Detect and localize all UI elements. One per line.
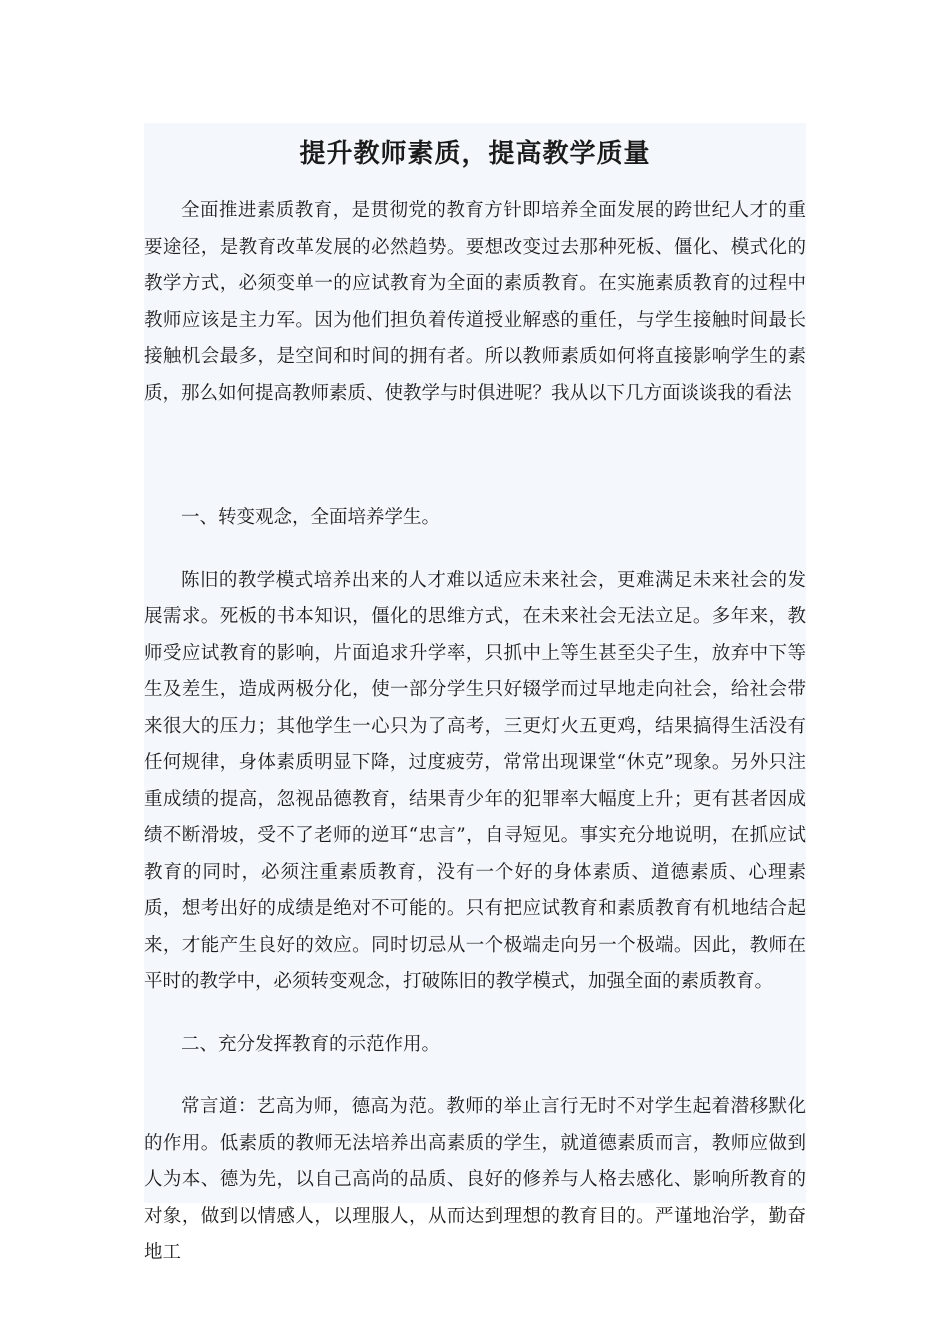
section-body-1: 陈旧的教学模式培养出来的人才难以适应未来社会，更难满足未来社会的发展需求。死板的书本知识，僵化的思维方式，在未来社会无法立足。多年来，教师受应试教育的影响，片面追求升学率，只抓中上等生甚至尖子生，放弃中下等生及差生，造成两极分化，使一部分学生只好辍学而过早地走向社会，给社会带来很大的压力；其他学生一心只为了高考，三更灯火五更鸡，结果搞得生活没有任何规律，身体素质明显下降，过度疲劳，常常出现课堂“休克”现象。另外只注重成绩的提高，忽视品德教育，结果青少年的犯罪率大幅度上升；更有甚者因成绩不断滑坡，受不了老师的逆耳“忠言”，自寻短见。事实充分地说明，在抓应试教育的同时，必须注重素质教育，没有一个好的身体素质、道德素质、心理素质，想考出好的成绩是绝对不可能的。只有把应试教育和素质教育有机地结合起来，才能产生良好的效应。同时切忌从一个极端走向另一个极端。因此，教师在平时的教学中，必须转变观念，打破陈旧的教学模式，加强全面的素质教育。: [144, 569, 806, 992]
intro-paragraph: 全面推进素质教育，是贯彻党的教育方针即培养全面发展的跨世纪人才的重要途径，是教育改革发展的必然趋势。要想改变过去那种死板、僵化、模式化的教学方式，必须变单一的应试教育为全面的素质教育。在实施素质教育的过程中教师应该是主力军。因为他们担负着传道授业解惑的重任，与学生接触时间最长接触机会最多，是空间和时间的拥有者。所以教师素质如何将直接影响学生的素质，那么如何提高教师素质、使教学与时俱进呢？我从以下几方面谈谈我的看法: [144, 200, 806, 404]
spacer: [144, 412, 806, 500]
spacer: [144, 1063, 806, 1089]
document-body: [144, 123, 806, 1263]
section-body-2: 常言道：艺高为师，德高为范。教师的举止言行无时不对学生起着潜移默化的作用。低素质的教师无法培养出高素质的学生，就道德素质而言，教师应做到人为本、德为先，以自己高尚的品质、良好的修养与人格去感化、影响所教育的对象，做到以情感人，以理服人，从而达到理想的教育目的。严谨地治学，勤奋地工: [144, 1096, 806, 1263]
document-title: 提升教师素质，提高教学质量: [299, 139, 651, 169]
section-heading-1: 一、转变观念，全面培养学生。: [181, 507, 441, 528]
spacer: [144, 537, 806, 563]
section-heading-2: 二、充分发挥教育的示范作用。: [181, 1033, 441, 1055]
spacer: [144, 1001, 806, 1027]
